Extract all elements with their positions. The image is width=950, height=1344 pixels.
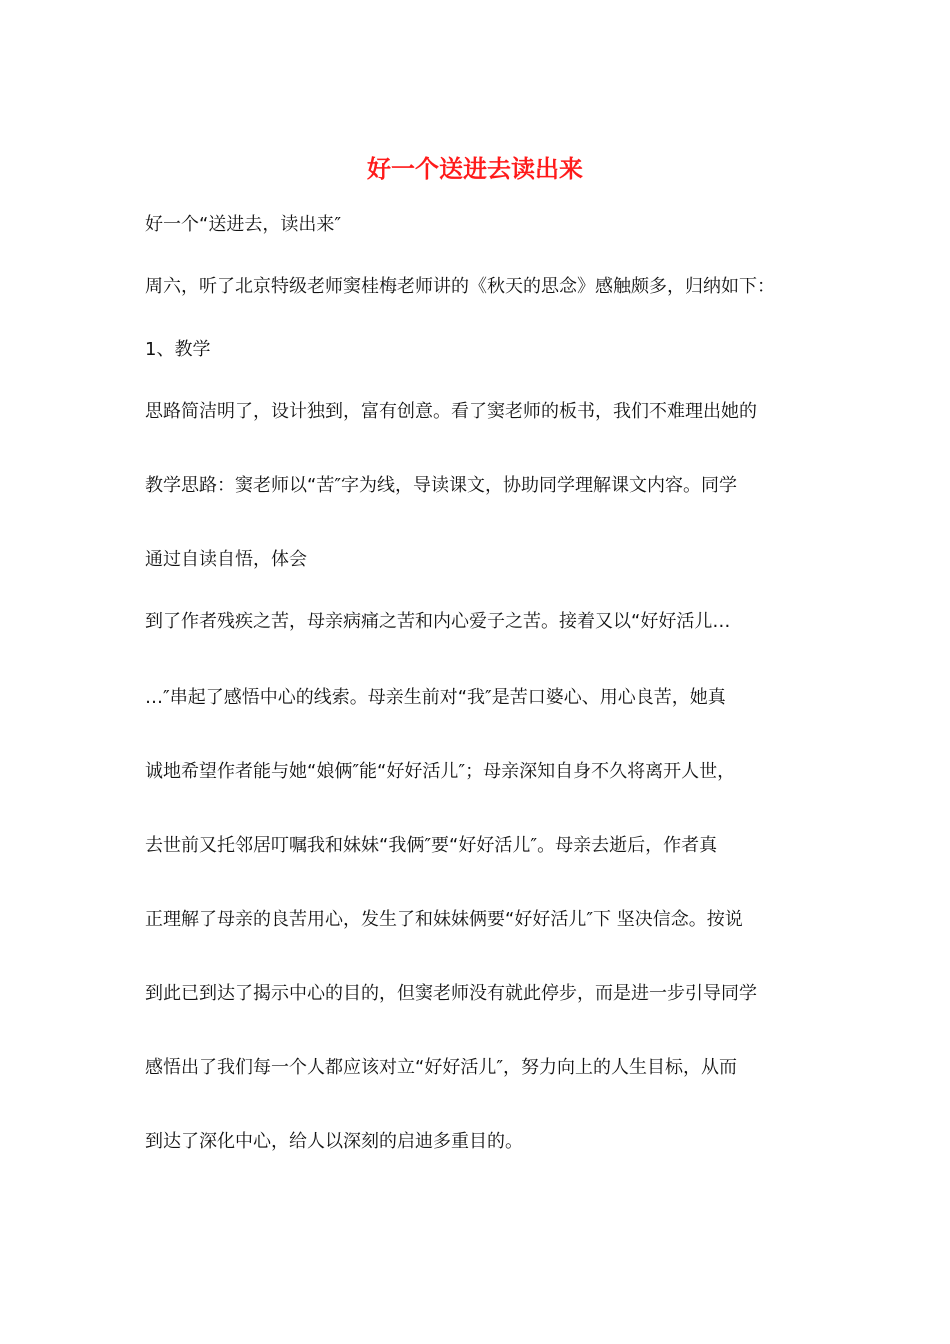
intro-line: 周六，听了北京特级老师窦桂梅老师讲的《秋天的思念》感触颇多，归纳如下： xyxy=(145,276,775,297)
section-heading: 1、教学 xyxy=(145,339,211,360)
body-line: 教学思路：窦老师以“苦″字为线，导读课文，协助同学理解课文内容。同学 xyxy=(145,475,738,496)
body-line: 诚地希望作者能与她“娘俩″能“好好活儿″；母亲深知自身不久将离开人世， xyxy=(145,761,736,782)
body-line: 思路简洁明了，设计独到，富有创意。看了窦老师的板书，我们不难理出她的 xyxy=(145,401,757,422)
body-line: 到此已到达了揭示中心的目的，但窦老师没有就此停步，而是进一步引导同学 xyxy=(145,983,757,1004)
body-line: 去世前又托邻居叮嘱我和妹妹“我俩″要“好好活儿″。母亲去逝后，作者真 xyxy=(145,835,718,856)
body-line: 正理解了母亲的良苦用心，发生了和妹妹俩要“好好活儿″下 坚决信念。按说 xyxy=(145,909,743,930)
subtitle-line: 好一个“送进去，读出来″ xyxy=(145,214,342,235)
document-title: 好一个送进去读出来 xyxy=(367,154,583,183)
body-line: 通过自读自悟，体会 xyxy=(145,549,307,570)
body-line: 到了作者残疾之苦，母亲病痛之苦和内心爱子之苦。接着又以“好好活儿… xyxy=(145,611,731,632)
body-line: …″串起了感悟中心的线索。母亲生前对“我″是苦口婆心、用心良苦，她真 xyxy=(145,687,726,708)
body-line: 到达了深化中心，给人以深刻的启迪多重目的。 xyxy=(145,1131,523,1152)
body-line: 感悟出了我们每一个人都应该对立“好好活儿″，努力向上的人生目标，从而 xyxy=(145,1057,738,1078)
